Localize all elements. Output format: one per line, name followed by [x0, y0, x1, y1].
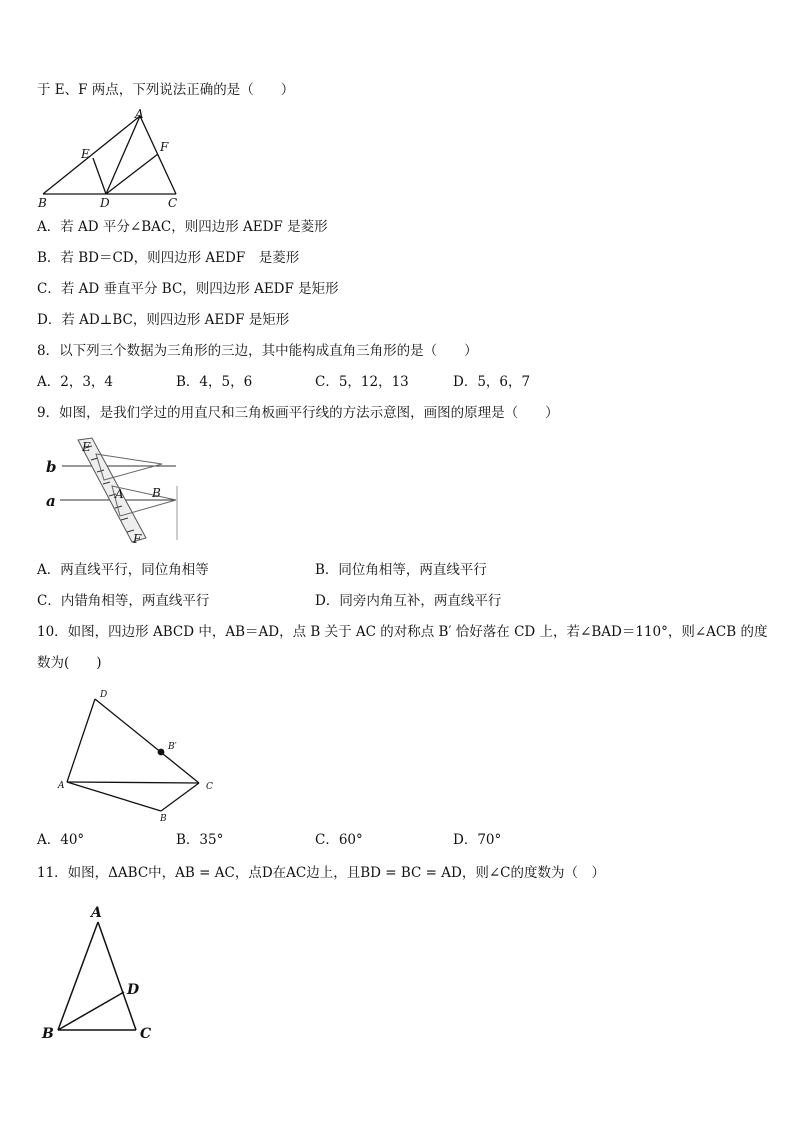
q11-label-A: A	[91, 905, 102, 921]
q11-figure	[38, 900, 168, 1048]
q9-label-a: a	[46, 492, 56, 510]
q10-label-C: C	[206, 782, 213, 792]
q9-option-c: C．内错角相等，两直线平行	[37, 593, 210, 609]
q8-option-c: C．5，12，13	[315, 374, 409, 390]
q10-stem-line1: 10．如图，四边形 ABCD 中，AB＝AD，点 B 关于 AC 的对称点 B′ 恰好落在 CD 上，若∠BAD＝110°，则∠ACB 的度	[37, 624, 768, 640]
q9-option-a: A．两直线平行，同位角相等	[37, 562, 209, 578]
q10-option-d: D．70°	[453, 832, 502, 848]
q7-label-F: F	[160, 140, 169, 154]
q9-label-A: A	[115, 487, 124, 501]
q11-label-C: C	[140, 1026, 152, 1042]
q11-stem: 11．如图，ΔABC中，AB = AC，点D在AC边上，且BD = BC = AD，则∠C的度数为（ ）	[37, 865, 605, 881]
q9-option-b: B．同位角相等，两直线平行	[315, 562, 487, 578]
q7-label-E: E	[81, 147, 90, 161]
q9-stem: 9．如图，是我们学过的用直尺和三角板画平行线的方法示意图，画图的原理是（ ）	[37, 405, 559, 421]
q7-figure	[36, 106, 186, 210]
q10-label-B: B	[160, 814, 167, 824]
q9-label-b: b	[46, 458, 57, 476]
q7-option-d: D．若 AD⊥BC，则四边形 AEDF 是矩形	[37, 312, 290, 328]
q9-label-F: F	[133, 532, 142, 546]
q10-label-A: A	[58, 781, 65, 791]
q8-option-d: D．5，6，7	[453, 374, 531, 390]
q11-label-D: D	[127, 982, 140, 998]
q10-label-B-prime: B′	[168, 742, 177, 752]
q10-option-a: A．40°	[37, 832, 85, 848]
q7-label-A: A	[135, 107, 144, 121]
q7-label-B: B	[38, 196, 47, 210]
q7-option-b: B．若 BD＝CD，则四边形 AEDF 是菱形	[37, 250, 300, 266]
q7-label-D: D	[100, 196, 110, 210]
q8-option-a: A．2，3，4	[37, 374, 114, 390]
q9-figure	[42, 436, 184, 548]
q10-option-c: C．60°	[315, 832, 363, 848]
q10-stem-line2: 数为( )	[37, 655, 102, 671]
q11-label-B: B	[42, 1026, 54, 1042]
q7-option-a: A．若 AD 平分∠BAC，则四边形 AEDF 是菱形	[37, 219, 328, 235]
q8-stem: 8．以下列三个数据为三角形的三边，其中能构成直角三角形的是（ ）	[37, 343, 478, 359]
q10-option-b: B．35°	[176, 832, 224, 848]
q7-label-C: C	[168, 196, 178, 210]
q9-label-B: B	[152, 486, 161, 500]
q10-label-D: D	[100, 690, 108, 700]
q7-stem: 于 E、F 两点，下列说法正确的是（ ）	[37, 82, 295, 98]
q7-option-c: C．若 AD 垂直平分 BC，则四边形 AEDF 是矩形	[37, 281, 339, 297]
q10-figure	[55, 684, 220, 824]
q9-label-E: E	[82, 440, 91, 454]
q8-option-b: B．4，5，6	[176, 374, 253, 390]
q9-option-d: D．同旁内角互补，两直线平行	[315, 593, 502, 609]
